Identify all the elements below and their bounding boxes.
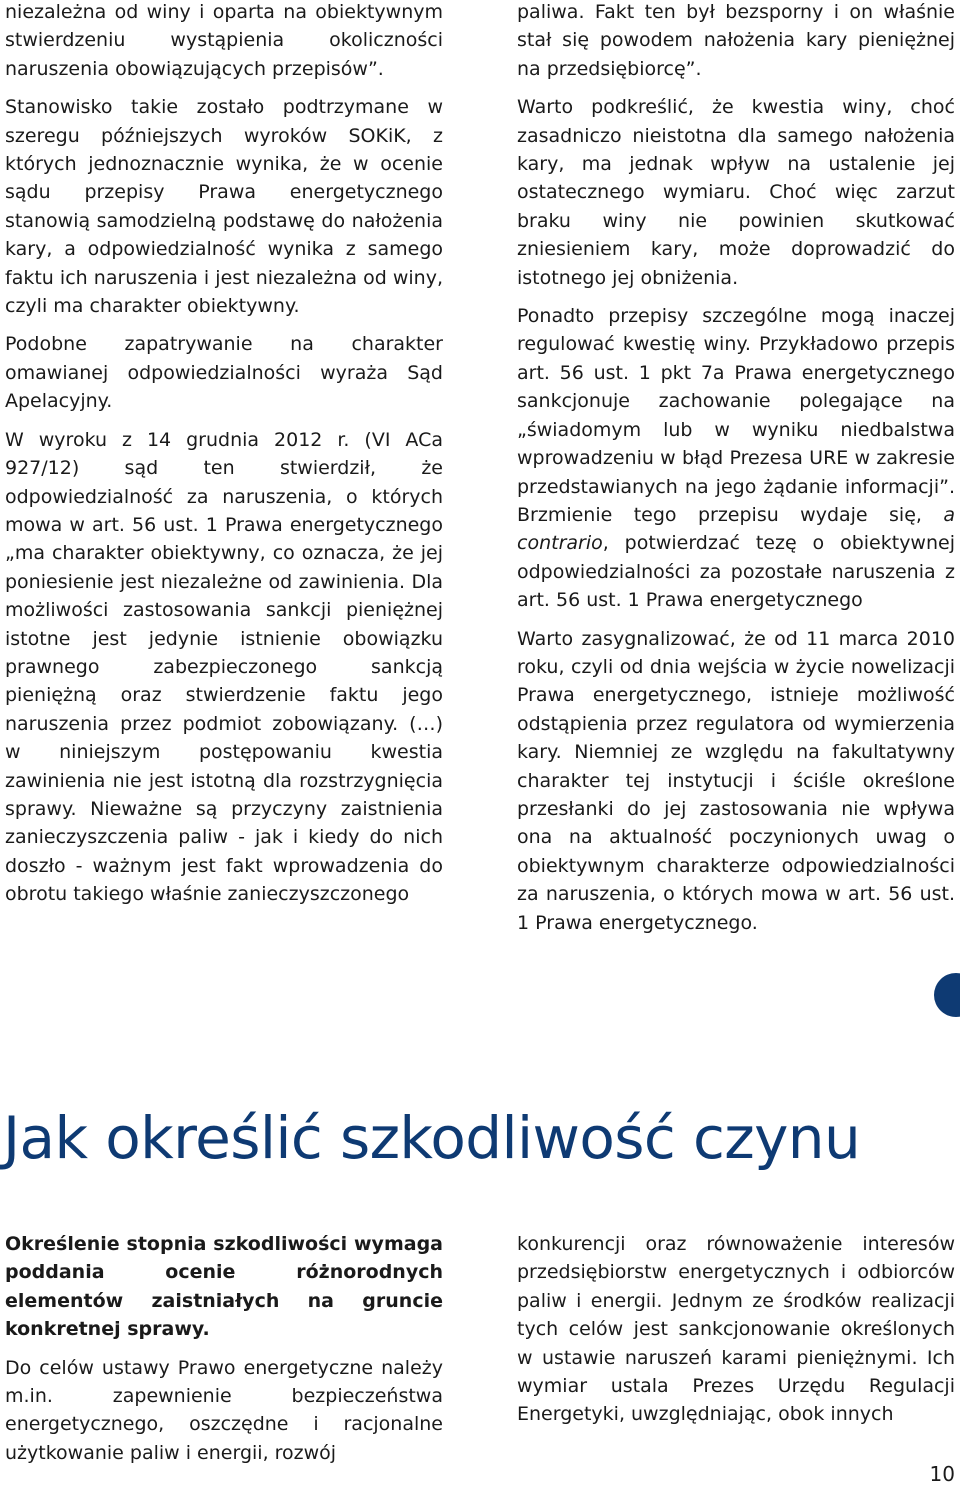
paragraph	[517, 302, 955, 614]
paragraph: Podobne zapatrywanie na charakter omawianej odpowiedzialności wyraża Sąd Apelacyjny.	[5, 333, 443, 413]
italic-phrase: a contrario	[517, 503, 955, 555]
text-run: Ponadto przepisy szczególne mogą inaczej regulować kwestię winy. Przykładowo przepis art. 56 ust. 1 pkt 7a Prawa energetycznego sankcjonuje zachowanie polegające na „świadomym lub w wyniku niedbalstwa wprowadzeniu w błąd Prezesa URE w zakresie przedstawianych na jego żądanie informacji”. Brzmienie tego przepisu wydaje się,	[517, 305, 955, 526]
bottom-left-column	[5, 1230, 443, 1477]
page-number: 10	[929, 1462, 955, 1486]
section-marker-dot	[934, 973, 960, 1017]
paragraph: paliwa. Fakt ten był bezsporny i on właśnie stał się powodem nałożenia kary pieniężnej na przedsiębiorcę”.	[517, 1, 955, 80]
paragraph: konkurencji oraz równoważenie interesów przedsiębiorstw energetycznych i odbiorców paliw i energii. Jednym ze środków realizacji tych celów jest sankcjonowanie określonych w ustawie naruszeń karami pieniężnymi. Ich wymiar ustala Prezes Urzędu Regulacji Energetyki, uwzględniając, obok innych	[517, 1233, 955, 1426]
paragraph: Stanowisko takie zostało podtrzymane w szeregu późniejszych wyroków SOKiK, z których jednoznacznie wynika, że w ocenie sądu przepisy Prawa energetycznego stanowią samodzielną podstawę do nałożenia kary, a odpowiedzialność wynika z samego faktu ich naruszenia i jest niezależna od winy, czyli ma charakter obiektywny.	[5, 96, 443, 318]
paragraph: W wyroku z 14 grudnia 2012 r. (VI ACa 927/12) sąd ten stwierdził, że odpowiedzialność za naruszenia, o których mowa w art. 56 ust. 1 Prawa energetycznego „ma charakter obiektywny, co oznacza, że jej poniesienie jest niezależne od zawinienia. Dla możliwości zastosowania sankcji pieniężnej istotne jest jedynie istnienie obowiązku prawnego zabezpieczonego sankcją pieniężną oraz stwierdzenie faktu jego naruszenia przez podmiot zobowiązany. (…) w niniejszym postępowaniu kwestia zawinienia nie jest istotną dla rozstrzygnięcia sprawy. Nieważne są przyczyny zaistnienia zanieczyszczenia paliw - jak i kiedy do nich doszło - ważnym jest fakt wprowadzenia do obrotu takiego właśnie zanieczyszczonego	[5, 428, 443, 906]
section-heading: Jak określić szkodliwość czynu	[3, 1104, 861, 1172]
paragraph: Do celów ustawy Prawo energetyczne należy m.in. zapewnienie bezpieczeństwa energetycznego, oszczędne i racjonalne użytkowanie paliw i energii, rozwój	[5, 1356, 443, 1464]
text-run: , potwierdzać tezę o obiektywnej odpowiedzialności za pozostałe naruszenia z art. 56 ust. 1 Prawa energetycznego	[517, 532, 955, 612]
paragraph: niezależna od winy i oparta na obiektywnym stwierdzeniu wystąpienia okoliczności naruszenia obowiązujących przepisów”.	[5, 1, 443, 80]
lead-paragraph: Określenie stopnia szkodliwości wymaga poddania ocenie różnorodnych elementów zaistniałych na gruncie konkretnej sprawy.	[5, 1233, 443, 1341]
top-right-column	[517, 0, 955, 947]
top-left-column	[5, 0, 443, 919]
bottom-right-column	[517, 1230, 955, 1439]
paragraph: Warto zasygnalizować, że od 11 marca 2010 roku, czyli od dnia wejścia w życie nowelizacji Prawa energetycznego, istnieje możliwość odstąpienia przez regulatora od wymierzenia kary. Niemniej ze względu na fakultatywny charakter tej instytucji i ściśle określone przesłanki do jej zastosowania nie wpływa ona na aktualność poczynionych uwag o obiektywnym charakterze odpowiedzialności za naruszenia, o których mowa w art. 56 ust. 1 Prawa energetycznego.	[517, 627, 955, 934]
paragraph: Warto podkreślić, że kwestia winy, choć zasadniczo nieistotna dla samego nałożenia kary, ma jednak wpływ na ustalenie jej ostatecznego wymiaru. Choć więc zarzut braku winy nie powinien skutkować zniesieniem kary, może doprowadzić do istotnego jej obniżenia.	[517, 96, 955, 289]
